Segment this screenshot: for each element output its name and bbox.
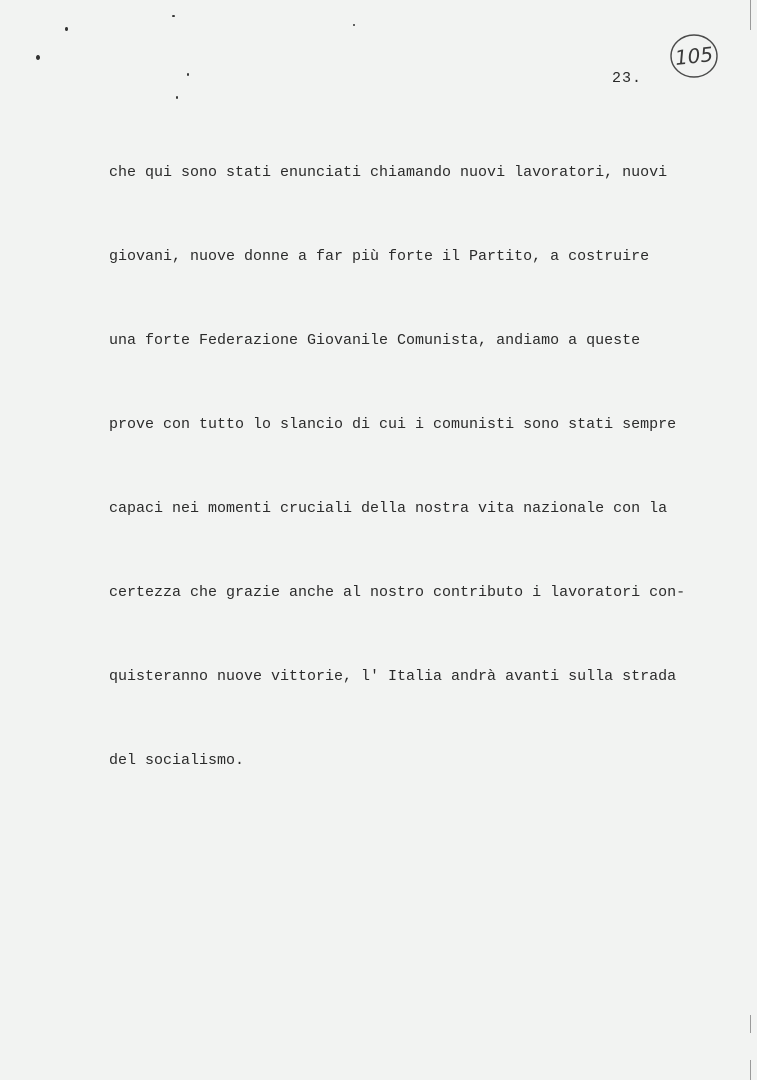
text-line: quisteranno nuove vittorie, l' Italia andrà avanti sulla strada xyxy=(109,668,677,685)
scan-speck xyxy=(353,24,355,26)
text-line: che qui sono stati enunciati chiamando nuovi lavoratori, nuovi xyxy=(109,164,668,181)
archive-stamp xyxy=(668,30,720,82)
scan-speck xyxy=(36,55,40,60)
text-line: prove con tutto lo slancio di cui i comunisti sono stati sempre xyxy=(109,416,677,433)
text-line: una forte Federazione Giovanile Comunista, andiamo a queste xyxy=(109,332,641,349)
text-line: certezza che grazie anche al nostro contributo i lavoratori con- xyxy=(109,584,686,601)
scan-speck xyxy=(172,15,175,17)
stamp-number: 105 xyxy=(673,42,715,70)
page-number: 23. xyxy=(612,70,643,87)
scan-edge xyxy=(750,1060,751,1080)
scan-edge xyxy=(750,0,751,30)
scan-speck xyxy=(187,73,189,76)
typed-paragraph xyxy=(109,103,719,831)
scan-edge xyxy=(750,1015,751,1033)
scan-speck xyxy=(176,96,178,99)
text-line: del socialismo. xyxy=(109,752,245,769)
text-line: capaci nei momenti cruciali della nostra vita nazionale con la xyxy=(109,500,668,517)
scan-speck xyxy=(65,27,68,31)
text-line: giovani, nuove donne a far più forte il Partito, a costruire xyxy=(109,248,650,265)
